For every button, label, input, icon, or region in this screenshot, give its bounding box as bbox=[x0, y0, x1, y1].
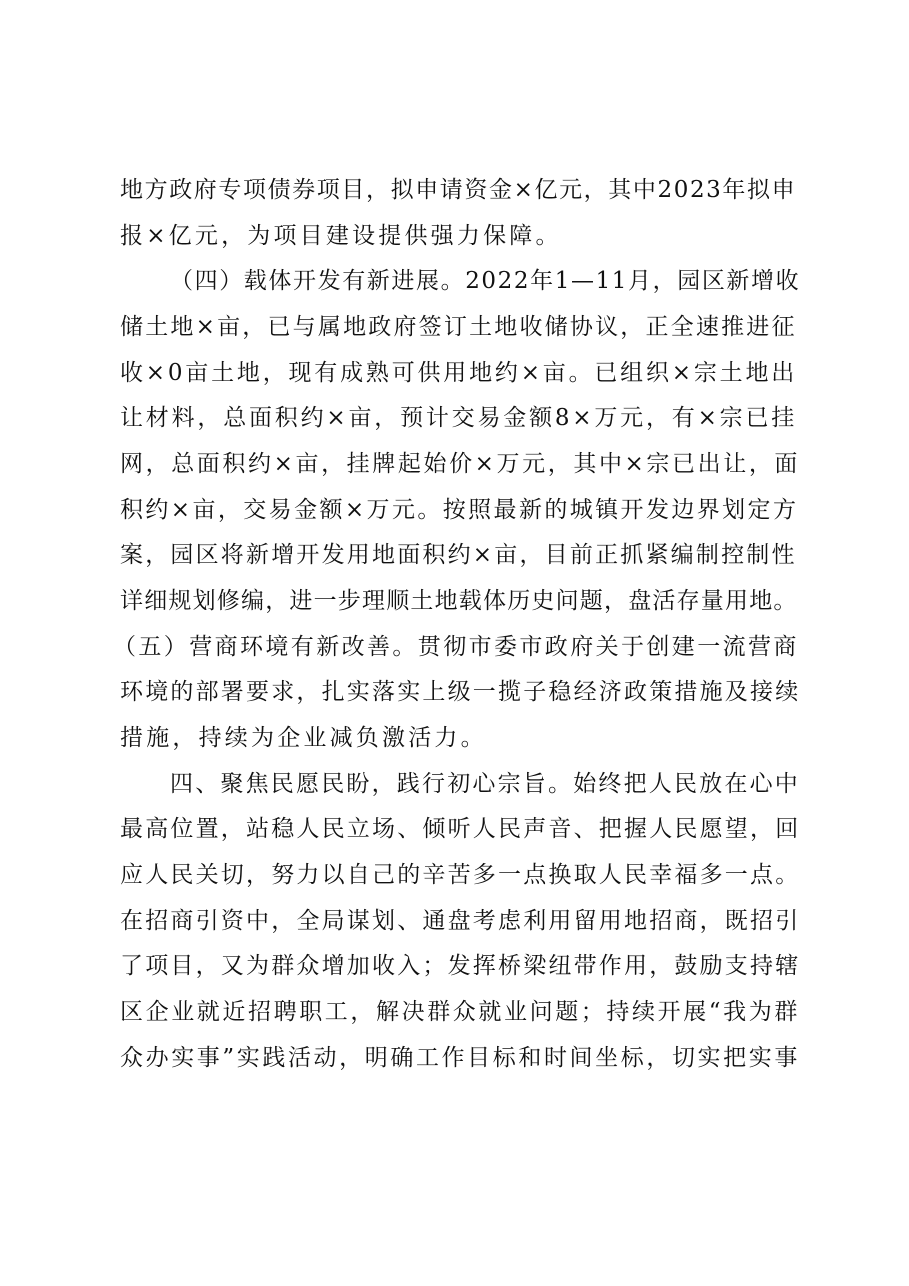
paragraph-heading-line: （四）载体开发有新进展。2022年1—11月，园区新增收 bbox=[170, 268, 801, 294]
text-line: 储土地×亩，已与属地政府签订土地收储协议，正全速推进征 bbox=[120, 314, 797, 340]
text-line: 众办实事”实践活动，明确工作目标和时间坐标，切实把实事 bbox=[120, 1045, 800, 1071]
text-line: 在招商引资中，全局谋划、通盘考虑利用留用地招商，既招引 bbox=[120, 908, 801, 934]
text-line: 收×0亩土地，现有成熟可供用地约×亩。已组织×宗土地出 bbox=[120, 360, 798, 386]
text-line: 环境的部署要求，扎实落实上级一揽子稳经济政策措施及接续 bbox=[120, 679, 801, 705]
text-line: 了项目，又为群众增加收入；发挥桥梁纽带作用，鼓励支持辖 bbox=[120, 953, 801, 979]
text-line: 措施，持续为企业减负激活力。 bbox=[120, 725, 487, 751]
text-line: 最高位置，站稳人民立场、倾听人民声音、把握人民愿望，回 bbox=[120, 816, 801, 842]
text-line: 应人民关切，努力以自己的辛苦多一点换取人民幸福多一点。 bbox=[120, 862, 801, 888]
text-line: 案，园区将新增开发用地面积约×亩，目前正抓紧编制控制性 bbox=[120, 542, 797, 568]
text-line: 区企业就近招聘职工，解决群众就业问题；持续开展“我为群 bbox=[120, 999, 800, 1025]
text-line: 积约×亩，交易金额×万元。按照最新的城镇开发边界划定方 bbox=[120, 497, 799, 523]
text-line: 让材料，总面积约×亩，预计交易金额8×万元，有×宗已挂 bbox=[120, 405, 798, 431]
section-heading-line: 四、聚焦民愿民盼，践行初心宗旨。始终把人民放在心中 bbox=[170, 771, 800, 797]
paragraph-heading-line: （五）营商环境有新改善。贯彻市委市政府关于创建一流营商 bbox=[113, 634, 799, 660]
text-line: 详细规划修编，进一步理顺土地载体历史问题，盘活存量用地。 bbox=[120, 588, 798, 614]
text-line: 报×亿元，为项目建设提供强力保障。 bbox=[120, 223, 562, 249]
text-line: 网，总面积约×亩，挂牌起始价×万元，其中×宗已出让，面 bbox=[120, 451, 801, 477]
text-line: 地方政府专项债券项目，拟申请资金×亿元，其中2023年拟申 bbox=[120, 177, 797, 203]
